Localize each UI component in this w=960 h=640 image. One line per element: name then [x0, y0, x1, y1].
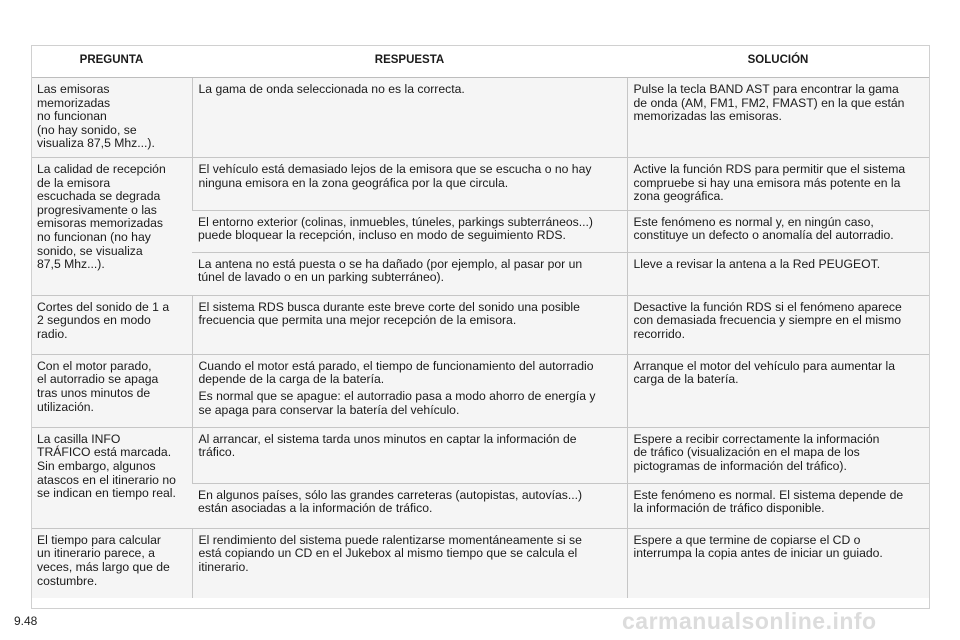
answer-cell: [192, 295, 627, 354]
answer-cell: [192, 210, 627, 252]
header-solution: SOLUCIÓN: [627, 45, 929, 78]
answer-text: La antena no está puesta o se ha dañado (por ejemplo, al pasar por un túnel de lavado o en un parking subterráneo).: [198, 256, 583, 285]
question-text: La casilla INFO TRÁFICO está marcada. Sin embargo, algunos atascos en el itinerario no se indican en tiempo real.: [37, 431, 176, 501]
table-row: [31, 528, 929, 598]
table-header-row: [31, 45, 929, 78]
solution-text: Pulse la tecla BAND AST para encontrar la gama de onda (AM, FM1, FM2, FMAST) en la que están memorizadas las emisoras.: [633, 82, 905, 124]
answer-text: Cuando el motor está parado, el tiempo de funcionamiento del autorradio depende de la carga de la batería.: [198, 358, 594, 387]
answer-cell: [192, 427, 627, 483]
answer-text: En algunos países, sólo las grandes carreteras (autopistas, autovías...) están asociadas a la información de tráfico.: [198, 487, 583, 516]
solution-text: Este fenómeno es normal. El sistema depende de la información de tráfico disponible.: [633, 487, 904, 516]
faq-table: [31, 45, 929, 598]
answer-cell: [192, 354, 627, 427]
solution-cell: [627, 78, 929, 158]
answer-cell: [192, 157, 627, 210]
table-row: [31, 354, 929, 427]
answer-cell: [192, 78, 627, 158]
solution-text: Espere a recibir correctamente la información de tráfico (visualización en el mapa de los pictogramas de información del tráfico).: [633, 431, 880, 473]
header-question: PREGUNTA: [31, 45, 192, 78]
answer-cell: [192, 252, 627, 295]
solution-text: Active la función RDS para permitir que el sistema compruebe si hay una emisora más potente en la zona geográfica.: [633, 161, 906, 204]
question-cell: [31, 78, 192, 158]
answer-text: La gama de onda seleccionada no es la correcta.: [198, 82, 465, 96]
table-row: [31, 78, 929, 158]
table-row: [31, 295, 929, 354]
page-number: 9.48: [14, 614, 38, 628]
solution-text: Arranque el motor del vehículo para aumentar la carga de la batería.: [633, 358, 896, 387]
faq-table-container: [31, 45, 929, 598]
question-text: La calidad de recepción de la emisora escuchada se degrada progresivamente o las emisoras memorizadas no funcionan (no hay sonido, se visualiza 87,5 Mhz...).: [37, 161, 166, 272]
answer-text: El sistema RDS busca durante este breve corte del sonido una posible frecuencia que permita una mejor recepción de la emisora.: [198, 299, 580, 328]
header-answer: RESPUESTA: [192, 45, 627, 78]
answer-text: Al arrancar, el sistema tarda unos minutos en captar la información de tráfico.: [198, 431, 577, 460]
question-text: El tiempo para calcular un itinerario parece, a veces, más largo que de costumbre.: [37, 532, 170, 588]
table-row: [31, 427, 929, 483]
question-text: Con el motor parado, el autorradio se apaga tras unos minutos de utilización.: [37, 358, 159, 414]
solution-cell: [627, 354, 929, 427]
question-cell: [31, 528, 192, 598]
question-text: Las emisoras memorizadas no funcionan (no hay sonido, se visualiza 87,5 Mhz...).: [37, 82, 155, 151]
solution-cell: [627, 252, 929, 295]
question-cell: [31, 295, 192, 354]
table-row: [31, 157, 929, 210]
solution-text: Espere a que termine de copiarse el CD o interrumpa la copia antes de iniciar un guiado.: [633, 532, 883, 561]
answer-text: El entorno exterior (colinas, inmuebles, túneles, parkings subterráneos...) puede bloquear la recepción, incluso en modo de seguimiento RDS.: [198, 214, 593, 243]
answer-cell: [192, 528, 627, 598]
answer-text: El vehículo está demasiado lejos de la emisora que se escucha o no hay ninguna emisora en la zona geográfica por la que circula.: [198, 161, 592, 190]
solution-text: Este fenómeno es normal y, en ningún caso, constituye un defecto o anomalía del autorradio.: [633, 214, 894, 243]
question-text: Cortes del sonido de 1 a 2 segundos en modo radio.: [37, 299, 170, 341]
solution-cell: [627, 427, 929, 483]
question-cell: [31, 354, 192, 427]
answer-text: El rendimiento del sistema puede ralentizarse momentáneamente si se está copiando un CD en el Jukebox al mismo tiempo que se calcula el itinerario.: [198, 532, 582, 574]
watermark: carmanualsonline.info: [622, 608, 877, 634]
solution-text: Lleve a revisar la antena a la Red PEUGEOT.: [633, 256, 881, 271]
solution-text: Desactive la función RDS si el fenómeno aparece con demasiada frecuencia y siempre en el mismo recorrido.: [633, 299, 902, 341]
solution-cell: [627, 210, 929, 252]
solution-cell: [627, 157, 929, 210]
solution-cell: [627, 483, 929, 528]
solution-cell: [627, 295, 929, 354]
answer-cell: [192, 483, 627, 528]
answer-text-secondary: Es normal que se apague: el autorradio pasa a modo ahorro de energía y se apaga para conservar la batería del vehículo.: [198, 388, 596, 417]
solution-cell: [627, 528, 929, 598]
question-cell: [31, 157, 192, 295]
question-cell: [31, 427, 192, 528]
